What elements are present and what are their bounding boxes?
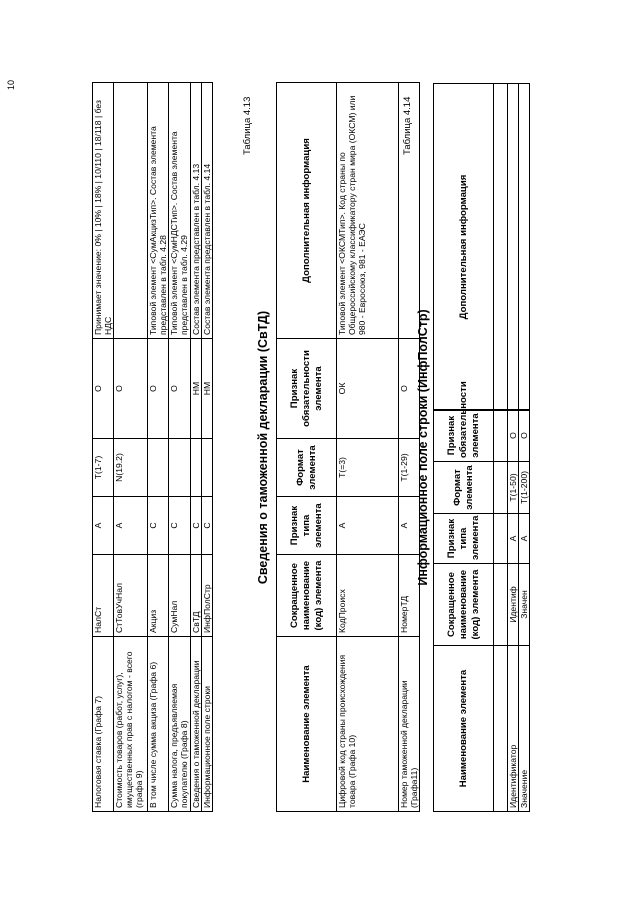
element-name-cell: Идентификатор [508,646,519,812]
element-type-cell: А [337,497,399,555]
table-row [202,83,213,812]
element-type-cell: А [508,514,519,564]
element-required-cell: О [508,410,519,462]
table-continuation [92,82,213,812]
element-type-cell: А [519,514,530,564]
header-info: Дополнительная информация [277,83,337,339]
table-row [337,83,399,812]
element-format-cell: Т(1-50) [508,462,519,514]
element-format-cell: N(19.2) [114,439,148,497]
element-name-cell: Номер таможенной декларации (Графа11) [399,637,420,812]
element-required-cell: О [148,339,169,439]
element-name-cell: Налоговая ставка (Графа 7) [93,637,114,812]
element-info-cell: Принимает значение: 0% | 10% | 18% | 10/110 | 18/118 | без НДС [93,83,114,339]
element-required-cell: О [169,339,191,439]
header-name: Наименование элемента [277,637,337,812]
element-name-cell: Сведения о таможенной декларации [191,637,202,812]
header-name: Наименование элемента [434,646,494,812]
element-name-cell: Сумма налога, предъявляемая покупателю (Графа 8) [169,637,191,812]
element-name-cell: Значение [519,646,530,812]
element-code-cell: СтТовУчНал [114,555,148,637]
element-name-cell: В том числе сумма акциза (Графа 6) [148,637,169,812]
header-format: Формат элемента [434,462,494,514]
table-4-14-title: Информационное поле строки (ИнфПолСтр) [416,309,430,586]
table-row [148,83,169,812]
table-4-14 [433,381,530,812]
element-required-cell: О [399,339,420,439]
element-type-cell: А [399,497,420,555]
element-name-cell: Стоимость товаров (работ, услуг), имущественных прав с налогом - всего (графа 9) [114,637,148,812]
element-type-cell: С [202,497,213,555]
header-info: Дополнительная информация [434,84,494,411]
header-type: Признак типа элемента [434,514,494,564]
element-code-cell: Акциз [148,555,169,637]
element-format-cell [169,439,191,497]
table-header-row [277,83,337,812]
element-required-cell: О [93,339,114,439]
element-required-cell: О [519,410,530,462]
element-info-cell: Типовой элемент <СумНДСТип>. Состав элемента представлен в табл. 4.29 [169,83,191,339]
header-required: Признак обязательности элемента [277,339,337,439]
element-code-cell: СумНал [169,555,191,637]
header-code: Сокращенное наименование (код) элемента [434,564,494,646]
table-header-row [434,410,494,812]
element-code-cell: СвТД [191,555,202,637]
element-info-cell: Состав элемента представлен в табл. 4.14 [202,83,213,339]
table-4-13 [276,82,420,812]
element-format-cell [191,439,202,497]
element-info-cell: Типовой элемент <СумАкцизТип>. Состав элемента представлен в табл. 4.28 [148,83,169,339]
element-info-cell: Состав элемента представлен в табл. 4.13 [191,83,202,339]
element-type-cell: С [148,497,169,555]
table-4-14-info-column [433,83,530,411]
element-code-cell: ИнфПолСтр [202,555,213,637]
element-format-cell: Т(=3) [337,439,399,497]
element-required-cell: ОК [337,339,399,439]
element-required-cell: О [114,339,148,439]
element-format-cell [148,439,169,497]
table-row [169,83,191,812]
element-code-cell: КодПроисх [337,555,399,637]
table-spacer-row [494,410,508,812]
element-name-cell: Информационное поле строки [202,637,213,812]
element-format-cell [202,439,213,497]
header-code: Сокращенное наименование (код) элемента [277,555,337,637]
element-code-cell: НалСт [93,555,114,637]
element-type-cell: С [191,497,202,555]
element-type-cell: С [169,497,191,555]
table-4-13-title: Сведения о таможенной декларации (СвТД) [256,310,270,585]
element-required-cell: НМ [191,339,202,439]
table-4-14-label: Таблица 4.14 [402,96,413,155]
element-code-cell: НомерТД [399,555,420,637]
table-4-13-label: Таблица 4.13 [242,96,253,155]
element-info-cell [114,83,148,339]
element-name-cell: Цифровой код страны происхождения товара (Графа 10) [337,637,399,812]
page-number: 10 [6,79,16,90]
element-format-cell: Т(1-7) [93,439,114,497]
element-format-cell: Т(1-29) [399,439,420,497]
element-info-cell: Типовой элемент <ОКСМТип>. Код страны по Общероссийскому классификатору стран мира (ОКСМ) или 980 - Евросоюз, 981 - ЕАЭС [337,83,399,339]
table-row [93,83,114,812]
table-row [519,410,530,812]
element-type-cell: А [93,497,114,555]
header-required: Признак обязательности элемента [434,410,494,462]
element-code-cell: Значен [519,564,530,646]
table-row [508,410,519,812]
table-row [114,83,148,812]
element-type-cell: А [114,497,148,555]
element-required-cell: НМ [202,339,213,439]
element-format-cell: Т(1-200) [519,462,530,514]
table-row [191,83,202,812]
element-code-cell: Идентиф [508,564,519,646]
header-format: Формат элемента [277,439,337,497]
header-type: Признак типа элемента [277,497,337,555]
